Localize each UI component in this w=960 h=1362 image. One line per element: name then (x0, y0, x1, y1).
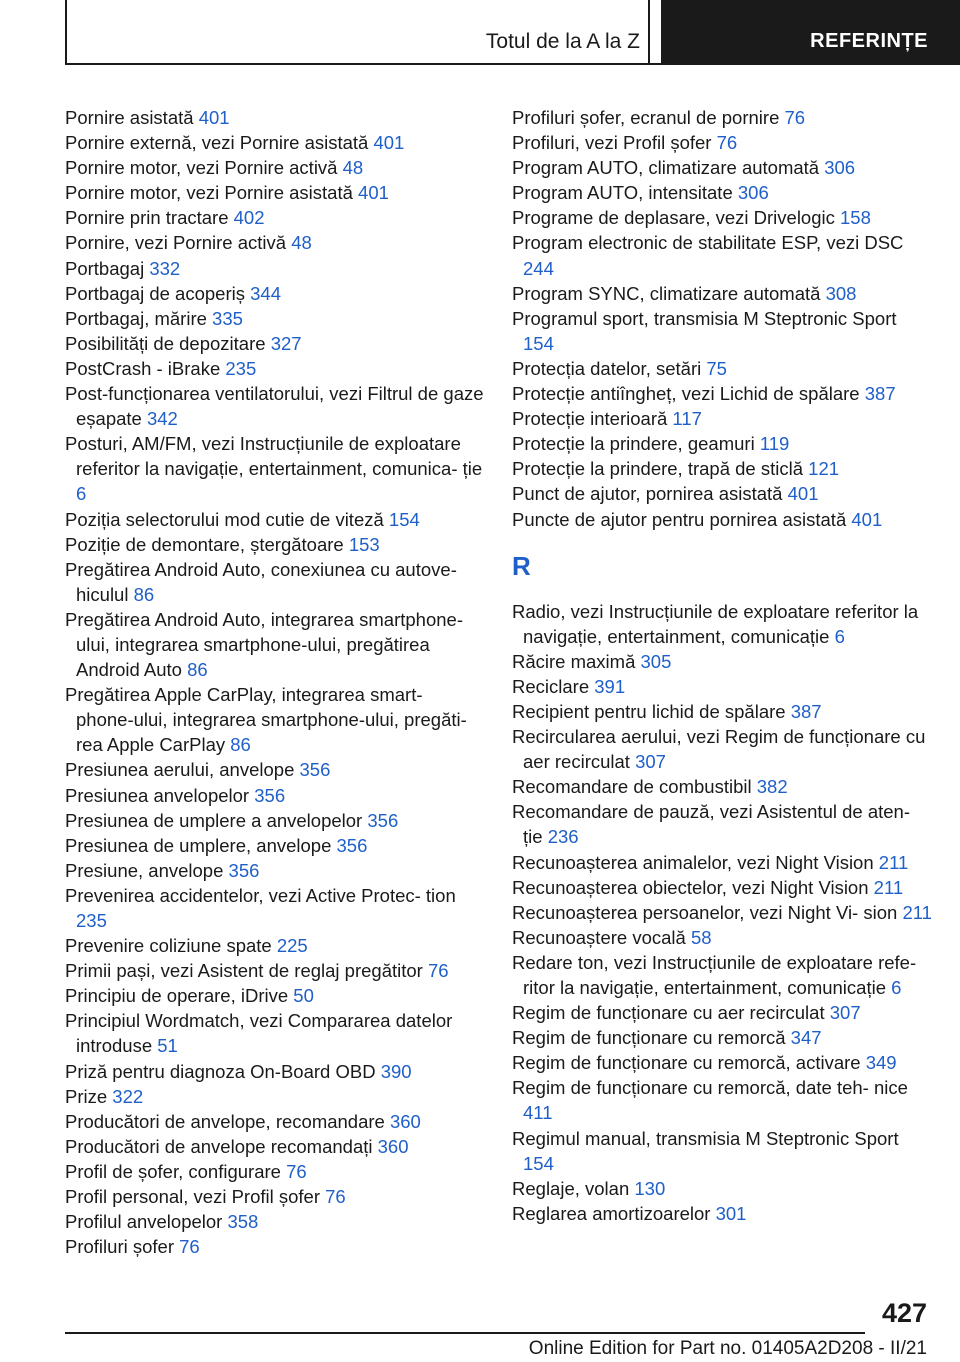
footer-rule (65, 1332, 865, 1334)
index-entry-text: Pregătirea Apple CarPlay, integrarea smart‐ phone-ului, integrarea smartphone-ului, pregăti‐ rea Apple CarPlay (65, 684, 467, 756)
index-entry-text: Presiunea aerului, anvelope (65, 759, 295, 781)
page-reference-link[interactable]: 306 (824, 157, 856, 179)
index-entry (65, 1159, 485, 1184)
index-entry (512, 850, 932, 875)
footer-edition: Online Edition for Part no. 01405A2D208 - II/21 (528, 1338, 927, 1359)
index-entry (512, 674, 932, 699)
index-entry-text: Redare ton, vezi Instrucțiunile de exploatare refe‐ ritor la navigație, entertainment, comunicație (512, 951, 917, 998)
index-entry-text: Regim de funcționare cu remorcă, activare (512, 1052, 861, 1074)
index-entry-text: Program SYNC, climatizare automată (512, 282, 821, 304)
page-reference-link[interactable]: 121 (808, 458, 840, 480)
page-reference-link[interactable]: 356 (299, 759, 331, 781)
index-entry-text: Pornire prin tractare (65, 207, 229, 229)
page-reference-link[interactable]: 154 (523, 1152, 554, 1174)
index-entry (65, 607, 485, 682)
index-entry-text: Poziția selectorului mod cutie de viteză (65, 508, 384, 530)
index-entry (512, 230, 932, 280)
page-reference-link[interactable]: 235 (76, 910, 107, 931)
index-entry-text: Posibilități de depozitare (65, 332, 266, 354)
index-list-r (512, 599, 932, 1226)
page-reference-link[interactable]: 322 (112, 1085, 144, 1107)
index-entry (512, 507, 932, 532)
page-reference-link[interactable]: 158 (840, 207, 871, 229)
page-reference-link[interactable]: 411 (523, 1102, 553, 1124)
index-entry (65, 256, 485, 281)
index-column-left (65, 105, 485, 1259)
index-entry (65, 983, 485, 1008)
page-reference-link[interactable]: 76 (325, 1186, 346, 1208)
page-reference-link[interactable]: 48 (291, 232, 312, 254)
index-entry-text: Prize (65, 1085, 108, 1107)
page-reference-link[interactable]: 211 (902, 901, 932, 923)
index-entry (65, 281, 485, 306)
index-entry-text: Recomandare de pauză, vezi Asistentul de aten‐ ție (512, 801, 910, 848)
index-entry-text: Punct de ajutor, pornirea asistată (512, 483, 783, 505)
index-entry-text: Protecție la prindere, geamuri (512, 433, 755, 455)
index-entry (65, 532, 485, 557)
page-reference-link[interactable]: 307 (829, 1002, 861, 1024)
index-entry (65, 1084, 485, 1109)
index-entry (512, 481, 932, 506)
index-entry (512, 456, 932, 481)
page-reference-link[interactable]: 356 (228, 859, 260, 881)
index-entry-text: Protecție antiîngheț, vezi Lichid de spălare (512, 383, 860, 405)
index-entry (65, 1059, 485, 1084)
index-entry (65, 808, 485, 833)
page-reference-link[interactable]: 387 (864, 383, 896, 405)
page-reference-link[interactable]: 86 (133, 583, 155, 605)
index-entry (512, 180, 932, 205)
page-reference-link[interactable]: 301 (715, 1202, 747, 1224)
index-entry (65, 381, 485, 431)
page-reference-link[interactable]: 48 (342, 157, 364, 179)
section-tab (661, 0, 960, 63)
index-entry (65, 306, 485, 331)
index-entry (65, 105, 485, 130)
index-entry (512, 1075, 932, 1125)
index-entry-text: Post-funcționarea ventilatorului, vezi Filtrul de gaze eșapate (65, 383, 484, 430)
page-reference-link[interactable]: 327 (270, 332, 302, 354)
page-reference-link[interactable]: 225 (276, 935, 308, 957)
index-entry-text: Recunoașterea obiectelor, vezi Night Vision (512, 876, 869, 898)
index-entry-text: Profil de șofer, configurare (65, 1160, 281, 1182)
index-entry-text: Portbagaj, mărire (65, 307, 207, 329)
page-reference-link[interactable]: 382 (756, 776, 788, 798)
page-reference-link[interactable]: 401 (198, 107, 230, 128)
page-reference-link[interactable]: 119 (759, 433, 790, 455)
section-letter: R (512, 550, 531, 581)
page-reference-link[interactable]: 332 (149, 257, 181, 279)
page-reference-link[interactable]: 356 (336, 834, 368, 856)
index-entry-text: Reglaje, volan (512, 1177, 630, 1199)
page-reference-link[interactable]: 6 (891, 977, 902, 998)
index-entry-text: Pregătirea Android Auto, integrarea smartphone- ului, integrarea smartphone-ului, pregătirea Android Auto (65, 608, 463, 681)
index-entry (65, 883, 485, 933)
index-entry-text: Program AUTO, climatizare automată (512, 157, 820, 179)
index-entry-text: Producători de anvelope recomandați (65, 1135, 373, 1157)
page-reference-link[interactable]: 307 (635, 751, 666, 773)
index-entry (65, 130, 485, 155)
index-entry (512, 1050, 932, 1075)
page-reference-link[interactable]: 154 (388, 508, 420, 530)
page-reference-link[interactable]: 76 (716, 132, 738, 154)
index-entry-text: Regimul manual, transmisia M Steptronic Sport (512, 1127, 899, 1149)
index-entry-text: Recunoașterea persoanelor, vezi Night Vi‐ sion (512, 901, 898, 923)
page-reference-link[interactable]: 401 (787, 483, 819, 505)
index-entry (65, 682, 485, 757)
chapter-title: Totul de la A la Z (485, 30, 640, 53)
index-entry (512, 130, 932, 155)
index-entry (65, 1008, 485, 1058)
page-reference-link[interactable]: 236 (547, 826, 579, 848)
index-entry-text: Programul sport, transmisia M Steptronic Sport (512, 307, 897, 329)
index-entry-text: Pregătirea Android Auto, conexiunea cu autove‐ hiculul (65, 558, 457, 605)
index-entry-text: Protecție la prindere, trapă de sticlă (512, 458, 804, 480)
index-entry (65, 431, 485, 506)
index-entry-text: Priză pentru diagnoza On-Board OBD (65, 1060, 376, 1082)
index-entry-text: Poziție de demontare, ștergătoare (65, 533, 344, 555)
index-entry-text: Reciclare (512, 675, 590, 697)
index-entry-text: Pornire, vezi Pornire activă (65, 232, 287, 254)
index-entry (65, 331, 485, 356)
section-tab-label: REFERINȚE (810, 30, 928, 52)
index-entry-text: Primii pași, vezi Asistent de reglaj pregătitor (65, 960, 423, 982)
index-entry-text: Principiul Wordmatch, vezi Compararea datelor introduse (65, 1010, 453, 1057)
page-reference-link[interactable]: 76 (784, 107, 806, 128)
index-entry-text: Producători de anvelope, recomandare (65, 1110, 385, 1132)
index-entry-text: Pornire asistată (65, 107, 194, 128)
index-entry-text: Presiunea de umplere a anvelopelor (65, 809, 363, 831)
page-reference-link[interactable]: 347 (790, 1027, 822, 1049)
index-entry-text: Presiune, anvelope (65, 859, 224, 881)
index-entry-text: Presiunea anvelopelor (65, 784, 250, 806)
index-entry-text: Program electronic de stabilitate ESP, vezi DSC (512, 232, 904, 254)
index-entry (512, 950, 932, 1000)
index-entry-text: Regim de funcționare cu aer recirculat (512, 1002, 825, 1024)
index-entry (65, 833, 485, 858)
index-entry (512, 356, 932, 381)
index-list-p-left (65, 105, 485, 1259)
page-reference-link[interactable]: 387 (790, 700, 822, 722)
page-reference-link[interactable]: 76 (286, 1160, 307, 1182)
index-entry-text: Răcire maximă (512, 650, 636, 672)
index-entry-text: Prevenirea accidentelor, vezi Active Protec‐ tion (65, 884, 456, 906)
index-entry (512, 406, 932, 431)
index-entry (512, 900, 932, 925)
page-reference-link[interactable]: 76 (427, 960, 449, 982)
index-entry-text: Recomandare de combustibil (512, 776, 752, 798)
index-entry (512, 1126, 932, 1176)
index-entry (512, 281, 932, 306)
index-entry-text: Presiunea de umplere, anvelope (65, 834, 332, 856)
index-entry-text: Portbagaj de acoperiș (65, 282, 245, 304)
index-entry-text: Puncte de ajutor pentru pornirea asistată (512, 508, 847, 530)
index-entry-text: Profiluri, vezi Profil șofer (512, 132, 712, 154)
index-entry (512, 1176, 932, 1201)
index-entry-text: Protecție interioară (512, 408, 668, 430)
page-reference-link[interactable]: 402 (233, 207, 265, 229)
index-entry (512, 105, 932, 130)
index-entry (512, 1201, 932, 1226)
index-entry (512, 875, 932, 900)
page-reference-link[interactable]: 6 (834, 625, 845, 647)
index-entry-text: Radio, vezi Instrucțiunile de exploatare referitor la navigație, entertainment, comunicație (512, 600, 919, 647)
page-reference-link[interactable]: 86 (230, 734, 251, 756)
index-entry (65, 205, 485, 230)
index-entry-text: Principiu de operare, iDrive (65, 985, 289, 1007)
page-reference-link[interactable]: 51 (157, 1035, 178, 1057)
page-reference-link[interactable]: 344 (250, 282, 281, 304)
page-reference-link[interactable]: 153 (348, 533, 380, 555)
index-entry-text: Recunoașterea animalelor, vezi Night Vision (512, 851, 874, 873)
index-entry (512, 155, 932, 180)
index-entry (65, 507, 485, 532)
index-entry (65, 230, 485, 255)
index-entry-text: Pornire motor, vezi Pornire activă (65, 157, 338, 179)
index-entry (65, 1209, 485, 1234)
index-entry (512, 699, 932, 724)
index-entry (65, 958, 485, 983)
index-entry (512, 649, 932, 674)
index-entry-text: Protecția datelor, setări (512, 357, 702, 379)
index-entry-text: Recircularea aerului, vezi Regim de funcționare cu aer recirculat (512, 726, 926, 773)
page-reference-link[interactable]: 154 (523, 332, 554, 354)
index-entry (512, 381, 932, 406)
page-reference-link[interactable]: 75 (706, 357, 727, 379)
page-reference-link[interactable]: 360 (377, 1135, 409, 1157)
header-frame-divider (648, 0, 650, 64)
index-entry (65, 783, 485, 808)
index-entry (512, 799, 932, 849)
header-frame-bottom (65, 63, 960, 65)
index-entry (65, 557, 485, 607)
index-entry-text: Programe de deplasare, vezi Drivelogic (512, 207, 835, 229)
page-reference-link[interactable]: 305 (640, 650, 672, 672)
page-reference-link[interactable]: 349 (865, 1052, 897, 1074)
index-entry (512, 1025, 932, 1050)
index-entry-text: Pornire externă, vezi Pornire asistată (65, 132, 369, 154)
index-entry-text: Profilul anvelopelor (65, 1211, 223, 1233)
index-entry (65, 1234, 485, 1259)
index-entry-text: Portbagaj (65, 257, 145, 279)
index-entry-text: Profiluri șofer (65, 1236, 174, 1258)
page-reference-link[interactable]: 58 (690, 926, 712, 948)
page-reference-link[interactable]: 360 (389, 1110, 421, 1132)
page-reference-link[interactable]: 308 (825, 282, 857, 304)
page-reference-link[interactable]: 358 (227, 1211, 259, 1233)
page-reference-link[interactable]: 306 (737, 182, 769, 204)
index-entry-text: Pornire motor, vezi Pornire asistată (65, 182, 353, 204)
index-entry-text: Recipient pentru lichid de spălare (512, 700, 786, 722)
page-reference-link[interactable]: 401 (373, 132, 405, 154)
index-entry-text: Recunoaștere vocală (512, 926, 686, 948)
page-reference-link[interactable]: 401 (851, 508, 883, 530)
index-entry-text: Profiluri șofer, ecranul de pornire (512, 107, 780, 128)
page-reference-link[interactable]: 211 (878, 851, 909, 873)
index-entry-text: Program AUTO, intensitate (512, 182, 733, 204)
page-reference-link[interactable]: 117 (672, 408, 702, 430)
index-entry (65, 180, 485, 205)
index-entry (512, 1000, 932, 1025)
page-reference-link[interactable]: 390 (380, 1060, 412, 1082)
page-reference-link[interactable]: 356 (367, 809, 399, 831)
page-number: 427 (881, 1298, 927, 1328)
page-reference-link[interactable]: 356 (254, 784, 286, 806)
index-list-p-right (512, 105, 932, 532)
index-entry-text: PostCrash - iBrake (65, 357, 221, 379)
page-reference-link[interactable]: 401 (358, 182, 389, 204)
index-entry (512, 925, 932, 950)
index-entry (512, 724, 932, 774)
index-entry (65, 356, 485, 381)
index-entry-text: Reglarea amortizoarelor (512, 1202, 711, 1224)
header-frame-left (65, 0, 67, 64)
index-entry (512, 774, 932, 799)
index-entry (65, 155, 485, 180)
page-reference-link[interactable]: 244 (523, 257, 554, 279)
index-entry (65, 1134, 485, 1159)
index-entry (512, 599, 932, 649)
index-entry (65, 1109, 485, 1134)
index-entry-text: Regim de funcționare cu remorcă, date teh‐ nice (512, 1077, 908, 1099)
page-reference-link[interactable]: 76 (179, 1236, 200, 1258)
index-entry (65, 933, 485, 958)
index-entry (512, 431, 932, 456)
index-entry (512, 306, 932, 356)
page-reference-link[interactable]: 335 (212, 307, 243, 329)
page-reference-link[interactable]: 86 (187, 659, 208, 681)
index-entry-text: Prevenire coliziune spate (65, 935, 272, 957)
page-reference-link[interactable]: 50 (293, 985, 314, 1007)
page-reference-link[interactable]: 391 (594, 675, 626, 697)
index-entry-text: Profil personal, vezi Profil șofer (65, 1186, 320, 1208)
index-entry (65, 757, 485, 782)
page-reference-link[interactable]: 235 (225, 357, 257, 379)
index-entry (65, 858, 485, 883)
index-entry-text: Regim de funcționare cu remorcă (512, 1027, 786, 1049)
page-reference-link[interactable]: 130 (634, 1177, 666, 1199)
page-reference-link[interactable]: 6 (76, 483, 87, 505)
page-reference-link[interactable]: 342 (146, 408, 178, 430)
page-reference-link[interactable]: 211 (873, 876, 904, 898)
index-entry (512, 205, 932, 230)
index-entry (65, 1184, 485, 1209)
index-entry-text: Posturi, AM/FM, vezi Instrucțiunile de exploatare referitor la navigație, entertainment, comunica‐ ție (65, 433, 483, 480)
index-column-right (512, 105, 932, 1226)
